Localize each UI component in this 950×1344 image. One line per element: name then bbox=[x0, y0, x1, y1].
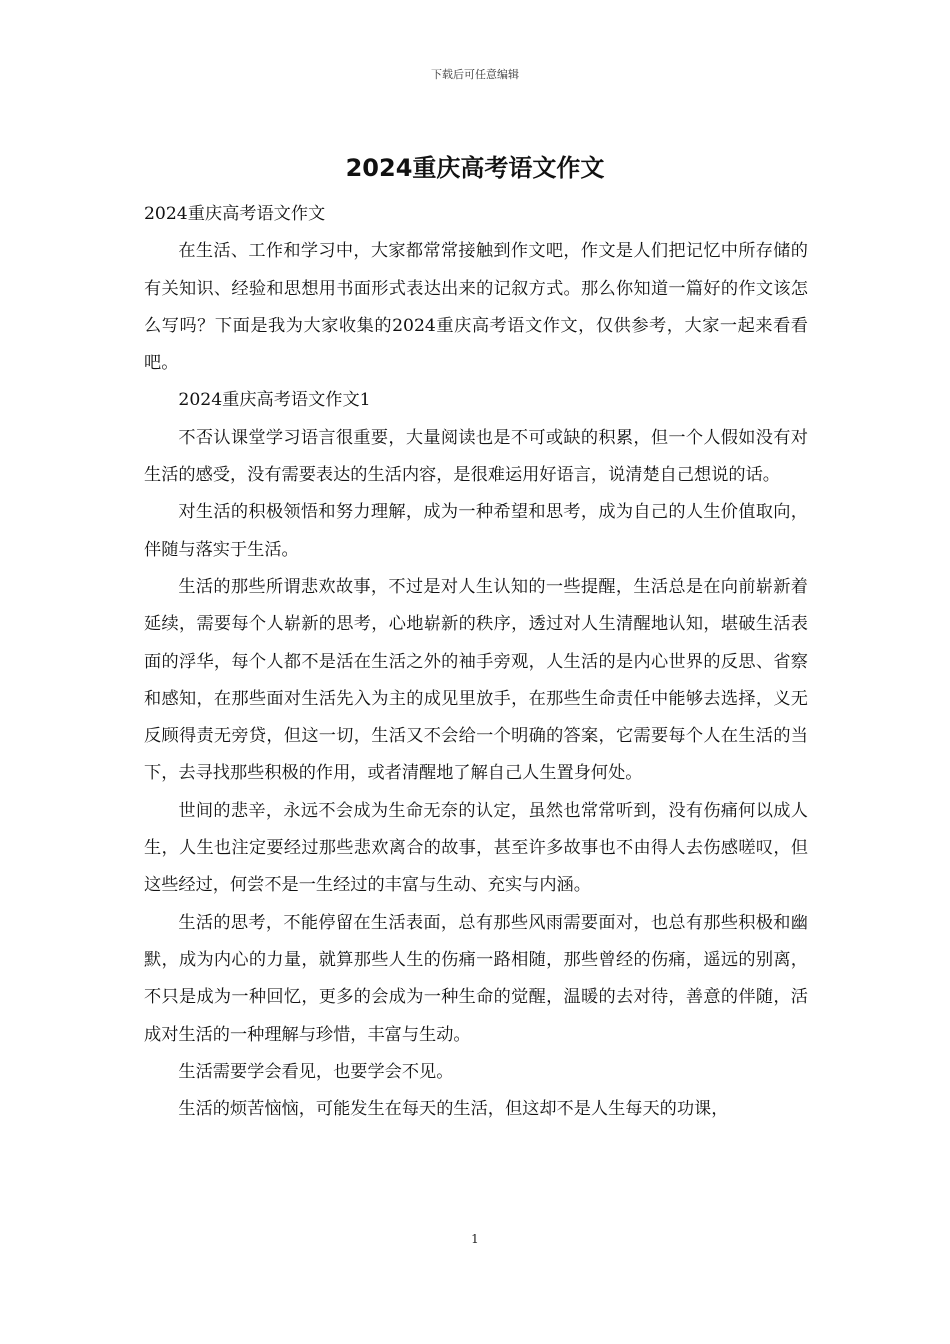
paragraph: 生活的烦苦恼恼，可能发生在每天的生活，但这却不是人生每天的功课， bbox=[178, 1099, 729, 1120]
document-title: 2024重庆高考语文作文 bbox=[345, 154, 605, 182]
paragraph: 世间的悲辛，永远不会成为生命无奈的认定，虽然也常常听到，没有伤痛何以成人生，人生也注定要经过那些悲欢离合的故事，甚至许多故事也不由得人去伤感嗟叹，但这些经过，何尝不是一生经过的丰富与生动、充实与内涵。 bbox=[144, 800, 808, 896]
paragraph: 在生活、工作和学习中，大家都常常接触到作文吧，作文是人们把记忆中所存储的有关知识、经验和思想用书面形式表达出来的记叙方式。那么你知道一篇好的作文该怎么写吗？下面是我为大家收集的2024重庆高考语文作文，仅供参考，大家一起来看看吧。 bbox=[144, 241, 808, 374]
subtitle-line: 2024重庆高考语文作文 bbox=[144, 204, 326, 224]
section-heading: 2024重庆高考语文作文1 bbox=[178, 390, 371, 411]
page-number: 1 bbox=[471, 1232, 479, 1246]
document-body bbox=[144, 196, 808, 1128]
paragraph: 生活的思考，不能停留在生活表面，总有那些风雨需要面对，也总有那些积极和幽默，成为内心的力量，就算那些人生的伤痛一路相随，那些曾经的伤痛，遥远的别离，不只是成为一种回忆，更多的会成为一种生命的觉醒，温暖的去对待，善意的伴随，活成对生活的一种理解与珍惜，丰富与生动。 bbox=[144, 912, 808, 1045]
paragraph: 不否认课堂学习语言很重要，大量阅读也是不可或缺的积累，但一个人假如没有对生活的感受，没有需要表达的生活内容，是很难运用好语言，说清楚自己想说的话。 bbox=[144, 427, 808, 486]
paragraph: 对生活的积极领悟和努力理解，成为一种希望和思考，成为自己的人生价值取向，伴随与落实于生活。 bbox=[144, 502, 808, 560]
download-note-header: 下载后可任意编辑 bbox=[431, 68, 519, 81]
paragraph: 生活需要学会看见，也要学会不见。 bbox=[178, 1061, 454, 1082]
paragraph: 生活的那些所谓悲欢故事，不过是对人生认知的一些提醒，生活总是在向前崭新着延续，需要每个人崭新的思考，心地崭新的秩序，透过对人生清醒地认知，堪破生活表面的浮华，每个人都不是活在生活之外的袖手旁观，人生活的是内心世界的反思、省察和感知，在那些面对生活先入为主的成见里放手，在那些生命责任中能够去选择，义无反顾得责无旁贷，但这一切，生活又不会给一个明确的答案，它需要每个人在生活的当下，去寻找那些积极的作用，或者清醒地了解自己人生置身何处。 bbox=[144, 576, 808, 784]
